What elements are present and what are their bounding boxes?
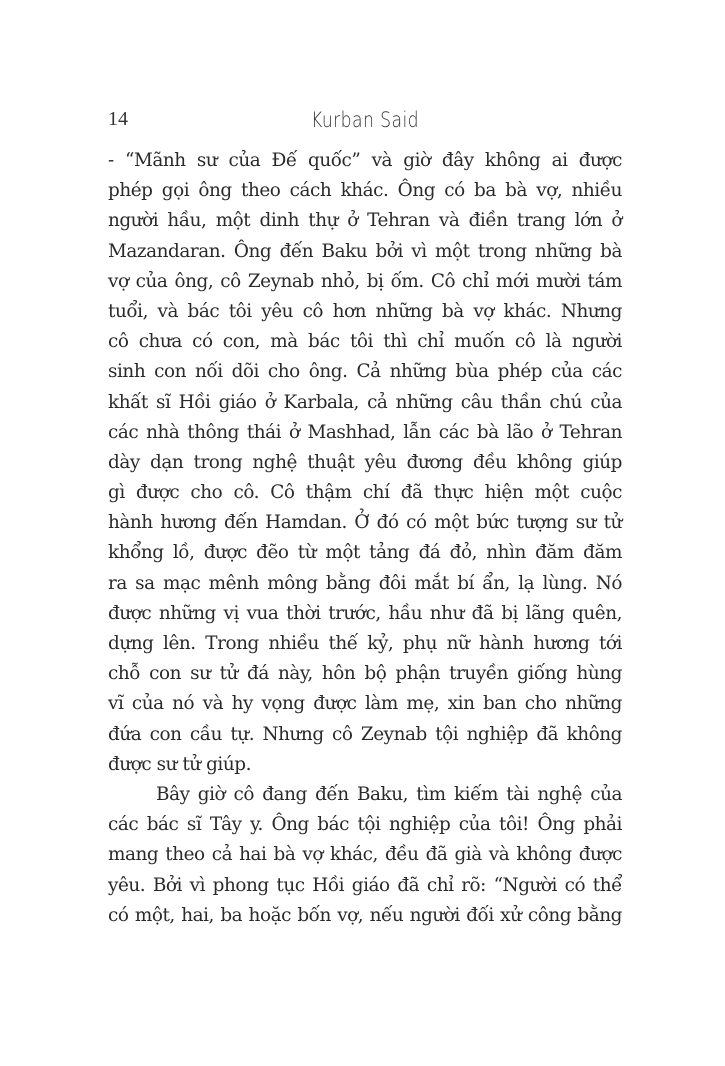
body-text: [108, 146, 622, 931]
text-line: sinh con nối dõi cho ông. Cả những bùa phép của các: [108, 361, 622, 383]
text-line: được những vị vua thời trước, hầu như đã bị lãng quên,: [108, 602, 622, 624]
text-line: vĩ của nó và hy vọng được làm mẹ, xin ban cho những: [108, 693, 622, 715]
text-line: đứa con cầu tự. Nhưng cô Zeynab tội nghiệp đã không: [108, 723, 622, 745]
text-line: hành hương đến Hamdan. Ở đó có một bức tượng sư tử: [108, 512, 622, 534]
text-line: có một, hai, ba hoặc bốn vợ, nếu người đối xử công bằng: [108, 904, 622, 926]
running-head: [108, 108, 622, 138]
text-line: các bác sĩ Tây y. Ông bác tội nghiệp của tôi! Ông phải: [108, 814, 622, 836]
text-line: vợ của ông, cô Zeynab nhỏ, bị ốm. Cô chỉ mới mười tám: [108, 270, 622, 292]
text-line: dày dạn trong nghệ thuật yêu đương đều không giúp: [108, 451, 622, 473]
text-line: phép gọi ông theo cách khác. Ông có ba bà vợ, nhiều: [108, 180, 622, 202]
book-title: Kurban Said: [310, 108, 420, 132]
text-line: Bây giờ cô đang đến Baku, tìm kiếm tài nghệ của: [156, 783, 622, 805]
text-line: Mazandaran. Ông đến Baku bởi vì một trong những bà: [108, 240, 622, 262]
page-number: 14: [108, 108, 128, 130]
text-line: yêu. Bởi vì phong tục Hồi giáo đã chỉ rõ: “Người có thể: [108, 874, 622, 896]
text-line: - “Mãnh sư của Đế quốc” và giờ đây không ai được: [108, 150, 622, 171]
text-line: chỗ con sư tử đá này, hôn bộ phận truyền giống hùng: [108, 663, 622, 685]
text-line: gì được cho cô. Cô thậm chí đã thực hiện một cuộc: [108, 482, 622, 504]
text-line: tuổi, và bác tôi yêu cô hơn những bà vợ khác. Nhưng: [108, 300, 622, 322]
text-line: khổng lồ, được đẽo từ một tảng đá đỏ, nhìn đăm đăm: [108, 542, 622, 564]
text-line: được sư tử giúp.: [108, 753, 251, 775]
text-line: khất sĩ Hồi giáo ở Karbala, cả những câu thần chú của: [108, 391, 622, 413]
text-line: mang theo cả hai bà vợ khác, đều đã già và không được: [108, 844, 622, 866]
text-line: người hầu, một dinh thự ở Tehran và điền trang lớn ở: [108, 210, 622, 232]
text-line: ra sa mạc mênh mông bằng đôi mắt bí ẩn, lạ lùng. Nó: [108, 572, 622, 594]
text-line: dựng lên. Trong nhiều thế kỷ, phụ nữ hành hương tới: [108, 633, 622, 654]
paragraph-1: [108, 146, 622, 780]
text-line: cô chưa có con, mà bác tôi thì chỉ muốn cô là người: [108, 331, 622, 353]
paragraph-2: [108, 780, 622, 931]
text-line: các nhà thông thái ở Mashhad, lẫn các bà lão ở Tehran: [108, 421, 622, 443]
